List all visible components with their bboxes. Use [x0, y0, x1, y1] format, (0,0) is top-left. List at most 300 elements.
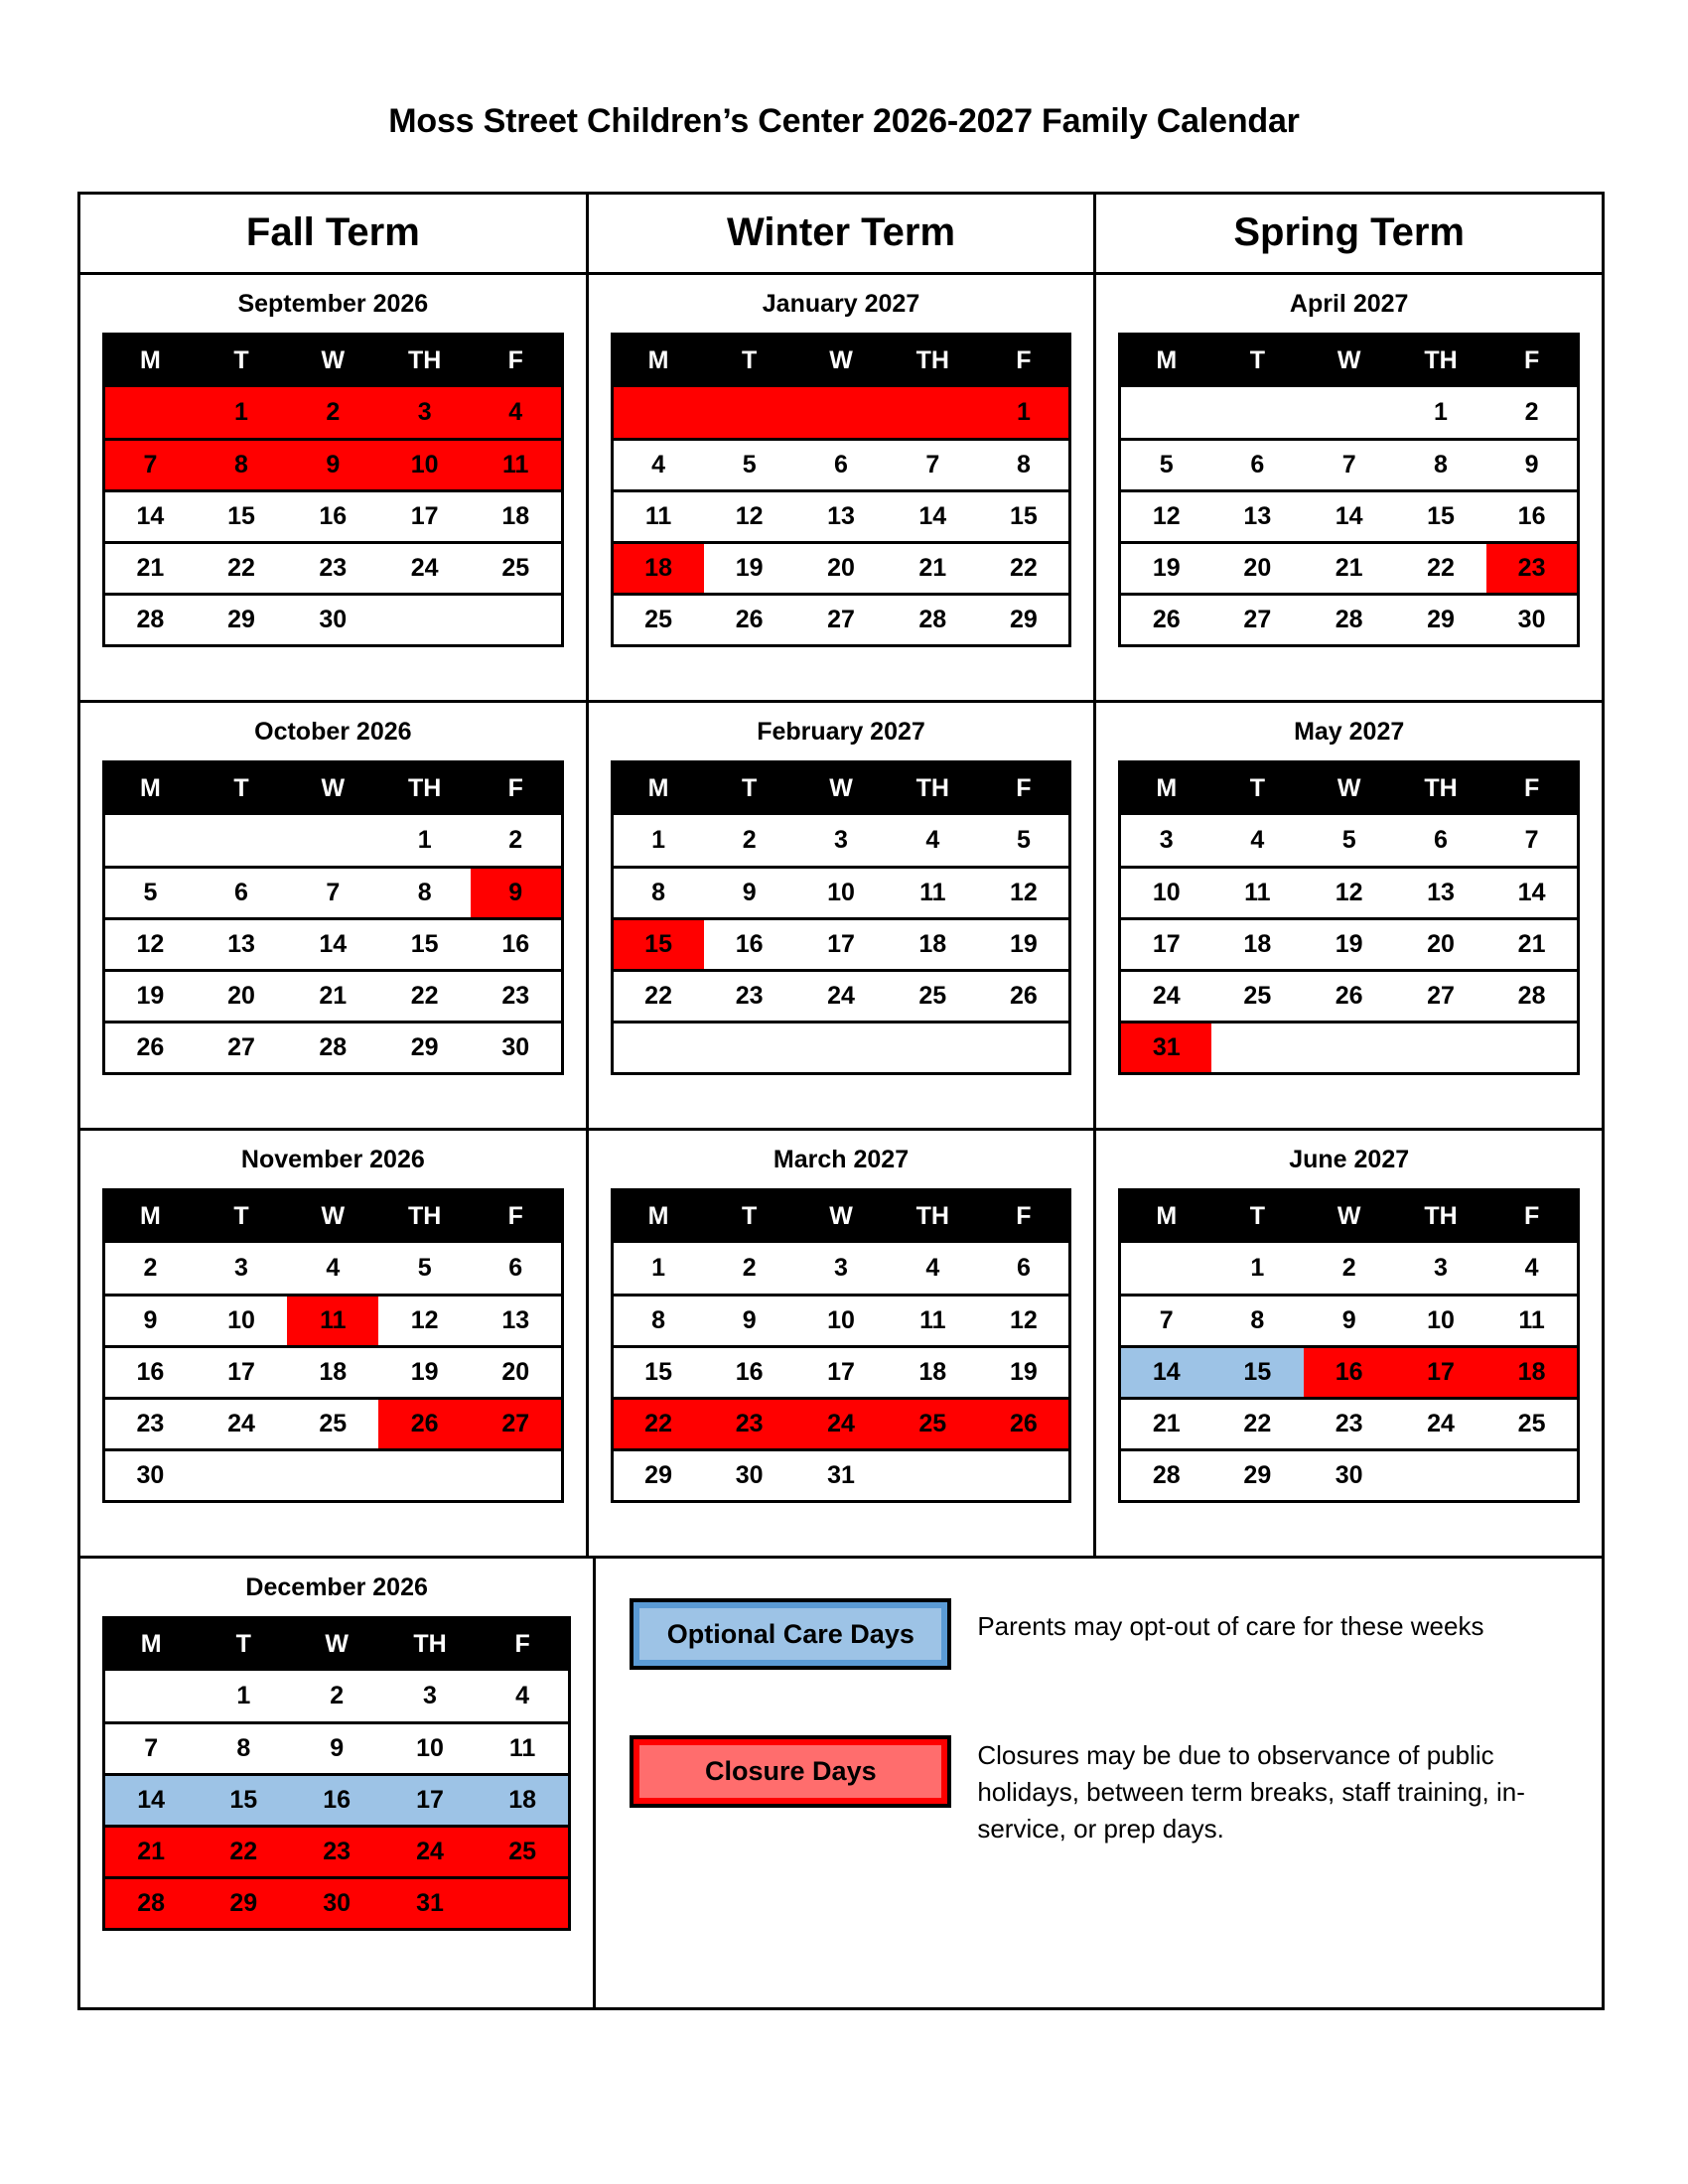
- day-cell-empty: [1120, 387, 1211, 439]
- day-cell: 1: [378, 815, 470, 867]
- day-cell: 28: [287, 1022, 378, 1073]
- day-cell-empty: [978, 1449, 1069, 1501]
- optional-care-description: Parents may opt-out of care for these weeks: [977, 1611, 1484, 1641]
- month-cell-march-2027: [586, 1131, 1094, 1556]
- day-cell: 14: [1304, 490, 1395, 542]
- month-grid: [102, 1616, 571, 1931]
- month-grid: [1118, 333, 1580, 647]
- day-cell: 22: [378, 970, 470, 1022]
- month-title: September 2026: [237, 290, 429, 318]
- day-cell: 23: [1304, 1398, 1395, 1449]
- legend-panel: [593, 1559, 1602, 2007]
- day-cell: 5: [1120, 439, 1211, 490]
- day-cell: 4: [887, 815, 978, 867]
- month-title: June 2027: [1289, 1146, 1410, 1173]
- month-cell-january-2027: [586, 275, 1094, 700]
- day-cell: 26: [378, 1398, 470, 1449]
- week-row: [104, 970, 563, 1022]
- day-cell: 30: [471, 1022, 562, 1073]
- day-cell: 5: [104, 867, 196, 918]
- weekday-header-f: F: [477, 1617, 570, 1671]
- day-cell: 22: [1395, 542, 1486, 594]
- month-cell-june-2027: [1093, 1131, 1602, 1556]
- day-cell: 2: [1304, 1243, 1395, 1295]
- day-cell: 7: [1486, 815, 1578, 867]
- day-cell: 18: [887, 1346, 978, 1398]
- month-table-october-2026: [102, 760, 564, 1075]
- weekday-header-row: [104, 1617, 570, 1671]
- day-cell: 18: [471, 490, 562, 542]
- day-cell: 1: [197, 1671, 290, 1722]
- week-row: [1120, 1449, 1579, 1501]
- day-cell: 21: [287, 970, 378, 1022]
- day-cell: 5: [1304, 815, 1395, 867]
- month-table-february-2027: [611, 760, 1072, 1075]
- week-row: [104, 1774, 570, 1826]
- weekday-header-th: TH: [378, 1189, 470, 1243]
- week-row: [1120, 815, 1579, 867]
- day-cell-empty: [612, 387, 703, 439]
- day-cell: 30: [290, 1877, 383, 1929]
- day-cell: 21: [1486, 918, 1578, 970]
- day-cell: 21: [887, 542, 978, 594]
- day-cell-empty: [704, 387, 795, 439]
- weekday-header-f: F: [1486, 334, 1578, 387]
- weekday-header-t: T: [197, 1617, 290, 1671]
- weekday-header-row: [1120, 1189, 1579, 1243]
- closure-days-description: Closures may be due to observance of public holidays, between term breaks, staff training, in-service, or prep days.: [977, 1740, 1525, 1844]
- day-cell: 16: [287, 490, 378, 542]
- day-cell: 8: [196, 439, 287, 490]
- day-cell: 10: [383, 1722, 477, 1774]
- day-cell: 6: [795, 439, 887, 490]
- day-cell: 25: [1486, 1398, 1578, 1449]
- weekday-header-t: T: [1211, 334, 1303, 387]
- day-cell: 24: [1395, 1398, 1486, 1449]
- day-cell: 8: [612, 867, 703, 918]
- day-cell: 13: [196, 918, 287, 970]
- day-cell: 31: [383, 1877, 477, 1929]
- day-cell: 3: [383, 1671, 477, 1722]
- weekday-header-f: F: [471, 761, 562, 815]
- day-cell: 19: [978, 918, 1069, 970]
- day-cell: 11: [887, 1295, 978, 1346]
- day-cell: 30: [287, 594, 378, 645]
- week-row: [104, 1722, 570, 1774]
- month-row-4: [80, 1559, 1602, 2007]
- day-cell: 25: [887, 1398, 978, 1449]
- optional-care-label: Optional Care Days: [639, 1608, 941, 1660]
- day-cell: 25: [287, 1398, 378, 1449]
- day-cell: 12: [104, 918, 196, 970]
- day-cell: 17: [196, 1346, 287, 1398]
- day-cell: 21: [104, 542, 196, 594]
- day-cell-empty: [1395, 1022, 1486, 1073]
- day-cell: 18: [612, 542, 703, 594]
- day-cell-empty: [104, 815, 196, 867]
- term-header-row: [80, 195, 1602, 275]
- day-cell: 23: [704, 1398, 795, 1449]
- weekday-header-t: T: [704, 761, 795, 815]
- day-cell: 23: [104, 1398, 196, 1449]
- day-cell: 4: [1486, 1243, 1578, 1295]
- weekday-header-m: M: [612, 761, 703, 815]
- day-cell: 2: [471, 815, 562, 867]
- week-row: [612, 1295, 1070, 1346]
- day-cell: 1: [612, 1243, 703, 1295]
- day-cell: 2: [704, 815, 795, 867]
- day-cell: 12: [978, 1295, 1069, 1346]
- day-cell-empty: [704, 1022, 795, 1073]
- day-cell: 17: [383, 1774, 477, 1826]
- week-row: [612, 594, 1070, 645]
- day-cell: 9: [287, 439, 378, 490]
- week-row: [104, 1346, 563, 1398]
- day-cell: 7: [1120, 1295, 1211, 1346]
- day-cell: 15: [978, 490, 1069, 542]
- week-row: [612, 439, 1070, 490]
- weekday-header-th: TH: [1395, 334, 1486, 387]
- legend-item-closure: [630, 1735, 1568, 1847]
- day-cell-empty: [795, 1022, 887, 1073]
- day-cell: 15: [612, 1346, 703, 1398]
- day-cell: 1: [612, 815, 703, 867]
- day-cell: 20: [1211, 542, 1303, 594]
- weekday-header-th: TH: [1395, 1189, 1486, 1243]
- day-cell: 5: [378, 1243, 470, 1295]
- day-cell: 29: [197, 1877, 290, 1929]
- day-cell: 28: [1120, 1449, 1211, 1501]
- day-cell: 14: [887, 490, 978, 542]
- day-cell: 2: [290, 1671, 383, 1722]
- day-cell: 16: [704, 1346, 795, 1398]
- day-cell: 7: [287, 867, 378, 918]
- weekday-header-t: T: [1211, 761, 1303, 815]
- month-title: December 2026: [245, 1573, 428, 1601]
- month-grid: [102, 333, 564, 647]
- day-cell: 18: [477, 1774, 570, 1826]
- day-cell: 24: [378, 542, 470, 594]
- day-cell-empty: [1486, 1022, 1578, 1073]
- week-row: [104, 815, 563, 867]
- day-cell: 30: [704, 1449, 795, 1501]
- day-cell: 12: [378, 1295, 470, 1346]
- day-cell-empty: [887, 387, 978, 439]
- week-row: [104, 490, 563, 542]
- week-row: [104, 1826, 570, 1877]
- weekday-header-row: [104, 1189, 563, 1243]
- day-cell: 4: [477, 1671, 570, 1722]
- day-cell: 27: [795, 594, 887, 645]
- day-cell: 28: [1486, 970, 1578, 1022]
- weekday-header-w: W: [287, 761, 378, 815]
- week-row: [612, 1346, 1070, 1398]
- day-cell: 9: [704, 867, 795, 918]
- day-cell: 7: [104, 439, 196, 490]
- weekday-header-th: TH: [887, 334, 978, 387]
- week-row: [1120, 387, 1579, 439]
- day-cell-empty: [378, 594, 470, 645]
- term-header-winter: Winter Term: [586, 195, 1094, 272]
- day-cell: 9: [1486, 439, 1578, 490]
- day-cell: 7: [104, 1722, 198, 1774]
- day-cell: 1: [978, 387, 1069, 439]
- day-cell-empty: [104, 387, 196, 439]
- day-cell: 23: [471, 970, 562, 1022]
- weekday-header-th: TH: [378, 334, 470, 387]
- month-grid: [1118, 760, 1580, 1075]
- day-cell: 20: [471, 1346, 562, 1398]
- day-cell-empty: [887, 1022, 978, 1073]
- day-cell: 20: [196, 970, 287, 1022]
- month-table-december-2026: [102, 1616, 571, 1931]
- day-cell: 9: [471, 867, 562, 918]
- day-cell: 12: [704, 490, 795, 542]
- weekday-header-t: T: [196, 1189, 287, 1243]
- day-cell: 24: [795, 1398, 887, 1449]
- weekday-header-f: F: [978, 1189, 1069, 1243]
- day-cell: 15: [197, 1774, 290, 1826]
- month-cell-december-2026: [80, 1559, 593, 2007]
- day-cell: 18: [287, 1346, 378, 1398]
- month-grid: [102, 760, 564, 1075]
- day-cell-empty: [1304, 1022, 1395, 1073]
- day-cell: 28: [104, 1877, 198, 1929]
- weekday-header-m: M: [104, 334, 196, 387]
- day-cell: 2: [1486, 387, 1578, 439]
- weekday-header-m: M: [104, 1617, 198, 1671]
- month-table-march-2027: [611, 1188, 1072, 1503]
- day-cell: 18: [1211, 918, 1303, 970]
- day-cell: 19: [1304, 918, 1395, 970]
- weekday-header-t: T: [704, 334, 795, 387]
- weekday-header-th: TH: [378, 761, 470, 815]
- day-cell: 16: [471, 918, 562, 970]
- month-cell-november-2026: [80, 1131, 586, 1556]
- day-cell: 19: [378, 1346, 470, 1398]
- day-cell: 13: [471, 1295, 562, 1346]
- day-cell: 29: [378, 1022, 470, 1073]
- week-row: [1120, 970, 1579, 1022]
- week-row: [104, 1449, 563, 1501]
- weekday-header-w: W: [290, 1617, 383, 1671]
- day-cell: 15: [1211, 1346, 1303, 1398]
- weekday-header-m: M: [1120, 334, 1211, 387]
- day-cell: 15: [196, 490, 287, 542]
- day-cell: 27: [196, 1022, 287, 1073]
- day-cell: 30: [1304, 1449, 1395, 1501]
- day-cell: 14: [104, 1774, 198, 1826]
- weekday-header-f: F: [1486, 1189, 1578, 1243]
- weekday-header-f: F: [471, 1189, 562, 1243]
- weekday-header-th: TH: [887, 1189, 978, 1243]
- day-cell: 26: [104, 1022, 196, 1073]
- day-cell: 26: [1120, 594, 1211, 645]
- day-cell: 8: [378, 867, 470, 918]
- month-cell-may-2027: [1093, 703, 1602, 1128]
- day-cell: 11: [287, 1295, 378, 1346]
- day-cell: 28: [1304, 594, 1395, 645]
- week-row: [104, 1243, 563, 1295]
- week-row: [104, 1671, 570, 1722]
- weekday-header-m: M: [104, 761, 196, 815]
- day-cell: 9: [704, 1295, 795, 1346]
- day-cell: 30: [104, 1449, 196, 1501]
- week-row: [612, 1022, 1070, 1073]
- weekday-header-m: M: [1120, 761, 1211, 815]
- day-cell: 13: [1211, 490, 1303, 542]
- month-grid: [611, 333, 1072, 647]
- day-cell: 17: [795, 1346, 887, 1398]
- day-cell: 23: [704, 970, 795, 1022]
- week-row: [612, 1243, 1070, 1295]
- weekday-header-row: [104, 761, 563, 815]
- weekday-header-row: [612, 334, 1070, 387]
- week-row: [612, 387, 1070, 439]
- day-cell: 20: [1395, 918, 1486, 970]
- week-row: [104, 1877, 570, 1929]
- term-header-fall: Fall Term: [245, 210, 420, 254]
- day-cell: 11: [612, 490, 703, 542]
- day-cell: 26: [978, 1398, 1069, 1449]
- day-cell: 31: [795, 1449, 887, 1501]
- day-cell: 11: [477, 1722, 570, 1774]
- month-table-may-2027: [1118, 760, 1580, 1075]
- day-cell: 29: [196, 594, 287, 645]
- day-cell: 3: [196, 1243, 287, 1295]
- calendar-frame: [77, 192, 1605, 2010]
- week-row: [612, 867, 1070, 918]
- day-cell: 9: [1304, 1295, 1395, 1346]
- month-title: May 2027: [1294, 718, 1405, 746]
- day-cell: 16: [1304, 1346, 1395, 1398]
- week-row: [104, 439, 563, 490]
- day-cell: 14: [1486, 867, 1578, 918]
- week-row: [104, 918, 563, 970]
- weekday-header-th: TH: [383, 1617, 477, 1671]
- month-title: April 2027: [1289, 290, 1409, 318]
- day-cell: 23: [287, 542, 378, 594]
- weekday-header-m: M: [1120, 1189, 1211, 1243]
- day-cell: 30: [1486, 594, 1578, 645]
- day-cell: 1: [1211, 1243, 1303, 1295]
- week-row: [612, 1398, 1070, 1449]
- day-cell: 3: [1120, 815, 1211, 867]
- month-table-september-2026: [102, 333, 564, 647]
- closure-days-label: Closure Days: [639, 1745, 941, 1797]
- month-cell-september-2026: [80, 275, 586, 700]
- day-cell: 26: [1304, 970, 1395, 1022]
- day-cell: 24: [795, 970, 887, 1022]
- day-cell: 18: [887, 918, 978, 970]
- day-cell: 19: [1120, 542, 1211, 594]
- day-cell: 9: [104, 1295, 196, 1346]
- weekday-header-f: F: [978, 761, 1069, 815]
- day-cell-empty: [471, 594, 562, 645]
- day-cell-empty: [104, 1671, 198, 1722]
- day-cell: 3: [1395, 1243, 1486, 1295]
- weekday-header-row: [612, 1189, 1070, 1243]
- day-cell: 29: [1211, 1449, 1303, 1501]
- day-cell: 29: [978, 594, 1069, 645]
- day-cell: 14: [287, 918, 378, 970]
- day-cell-empty: [378, 1449, 470, 1501]
- legend-item-optional: [630, 1598, 1568, 1670]
- day-cell: 11: [887, 867, 978, 918]
- day-cell: 6: [196, 867, 287, 918]
- weekday-header-f: F: [1486, 761, 1578, 815]
- day-cell: 15: [378, 918, 470, 970]
- month-title: January 2027: [762, 290, 920, 318]
- day-cell: 2: [104, 1243, 196, 1295]
- month-grid: [1118, 1188, 1580, 1503]
- week-row: [1120, 490, 1579, 542]
- week-row: [104, 867, 563, 918]
- month-cell-february-2027: [586, 703, 1094, 1128]
- week-row: [104, 594, 563, 645]
- weekday-header-m: M: [612, 334, 703, 387]
- day-cell: 28: [887, 594, 978, 645]
- weekday-header-row: [1120, 761, 1579, 815]
- day-cell: 22: [612, 1398, 703, 1449]
- day-cell: 6: [471, 1243, 562, 1295]
- day-cell: 21: [104, 1826, 198, 1877]
- day-cell: 4: [471, 387, 562, 439]
- day-cell: 8: [612, 1295, 703, 1346]
- day-cell: 24: [1120, 970, 1211, 1022]
- day-cell: 1: [196, 387, 287, 439]
- weekday-header-row: [612, 761, 1070, 815]
- week-row: [104, 387, 563, 439]
- weekday-header-th: TH: [887, 761, 978, 815]
- day-cell: 18: [1486, 1346, 1578, 1398]
- day-cell: 25: [477, 1826, 570, 1877]
- day-cell: 25: [1211, 970, 1303, 1022]
- weekday-header-row: [1120, 334, 1579, 387]
- day-cell-empty: [1395, 1449, 1486, 1501]
- week-row: [104, 542, 563, 594]
- day-cell-empty: [1304, 387, 1395, 439]
- day-cell: 16: [290, 1774, 383, 1826]
- day-cell-empty: [795, 387, 887, 439]
- month-table-june-2027: [1118, 1188, 1580, 1503]
- day-cell: 4: [612, 439, 703, 490]
- month-table-april-2027: [1118, 333, 1580, 647]
- week-row: [1120, 1295, 1579, 1346]
- weekday-header-w: W: [795, 334, 887, 387]
- month-row-3: [80, 1131, 1602, 1559]
- day-cell: 19: [978, 1346, 1069, 1398]
- day-cell-empty: [887, 1449, 978, 1501]
- weekday-header-m: M: [612, 1189, 703, 1243]
- day-cell-empty: [978, 1022, 1069, 1073]
- day-cell: 22: [196, 542, 287, 594]
- day-cell: 9: [290, 1722, 383, 1774]
- week-row: [612, 542, 1070, 594]
- week-row: [104, 1295, 563, 1346]
- day-cell: 3: [378, 387, 470, 439]
- day-cell: 10: [795, 1295, 887, 1346]
- month-row-1: [80, 275, 1602, 703]
- weekday-header-t: T: [196, 334, 287, 387]
- month-table-november-2026: [102, 1188, 564, 1503]
- day-cell: 17: [1395, 1346, 1486, 1398]
- day-cell: 31: [1120, 1022, 1211, 1073]
- weekday-header-w: W: [795, 1189, 887, 1243]
- day-cell: 12: [1120, 490, 1211, 542]
- week-row: [104, 1022, 563, 1073]
- day-cell: 17: [378, 490, 470, 542]
